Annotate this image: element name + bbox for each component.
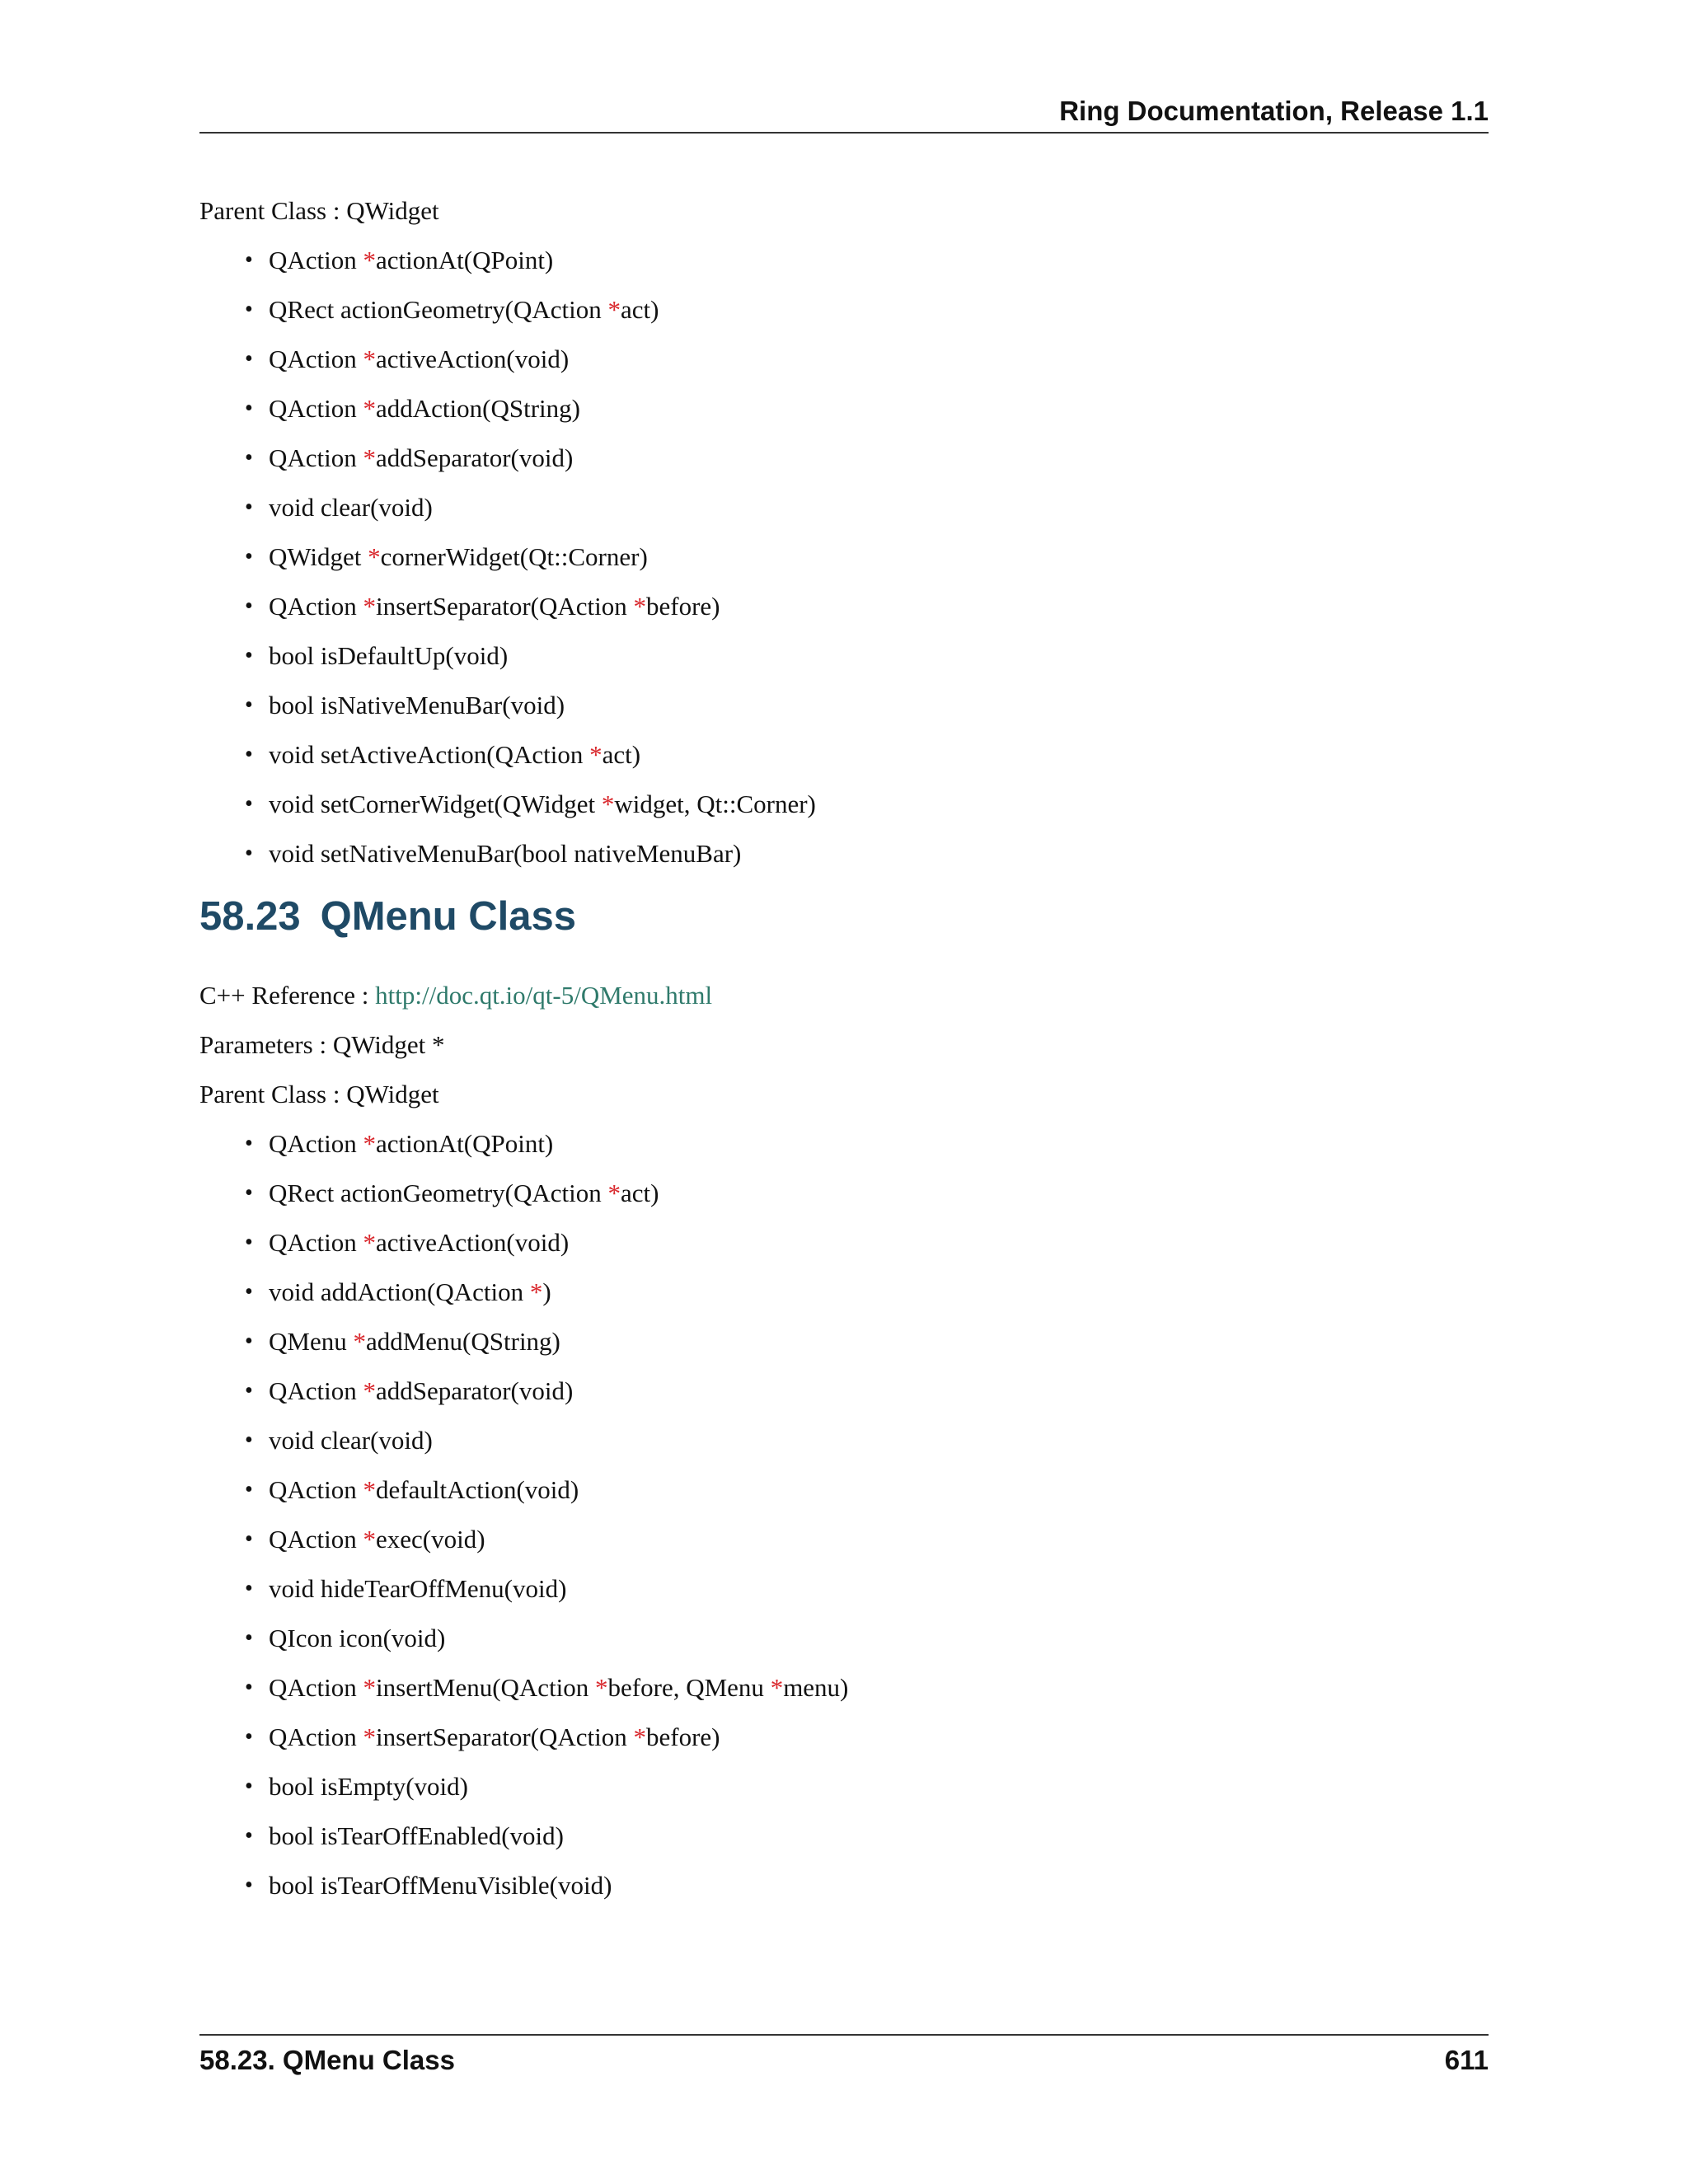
bullet-icon: • <box>245 1477 253 1502</box>
bullet-icon: • <box>245 1526 253 1552</box>
method-item <box>199 394 1489 424</box>
qmenu-method-list <box>199 1129 1489 1900</box>
method-text: activeAction(void) <box>376 344 570 373</box>
method-text: insertMenu(QAction <box>376 1673 596 1702</box>
pointer-star: * <box>607 1179 621 1207</box>
bullet-icon: • <box>245 1427 253 1453</box>
pointer-star: * <box>363 1475 377 1504</box>
bullet-icon: • <box>245 1872 253 1898</box>
bullet-icon: • <box>245 445 253 471</box>
method-text: cornerWidget(Qt::Corner) <box>380 542 648 571</box>
method-item <box>199 1574 1489 1604</box>
bullet-icon: • <box>245 791 253 817</box>
bullet-icon: • <box>245 494 253 520</box>
method-text: act) <box>620 295 659 324</box>
method-text: exec(void) <box>376 1525 485 1554</box>
pointer-star: * <box>363 1228 377 1257</box>
method-text: QAction <box>269 394 363 423</box>
method-item <box>199 1525 1489 1554</box>
reference-label: C++ Reference : <box>199 981 376 1010</box>
pointer-star: * <box>363 1722 377 1751</box>
method-text: insertSeparator(QAction <box>376 592 634 621</box>
qmenubar-parent-class: Parent Class : QWidget <box>199 196 439 225</box>
bullet-icon: • <box>245 1576 253 1601</box>
qmenu-parent-class: Parent Class : QWidget <box>199 1080 439 1108</box>
method-text: addMenu(QString) <box>365 1327 560 1356</box>
method-text: QAction <box>269 1129 363 1158</box>
method-text: QAction <box>269 592 363 621</box>
method-item <box>199 295 1489 325</box>
pointer-star: * <box>363 344 377 373</box>
pointer-star: * <box>363 443 377 472</box>
method-item <box>199 1179 1489 1208</box>
method-item <box>199 1673 1489 1703</box>
qmenu-parameters: Parameters : QWidget * <box>199 1030 445 1059</box>
method-item <box>199 1228 1489 1258</box>
pointer-star: * <box>633 592 646 621</box>
pointer-star: * <box>353 1327 366 1356</box>
pointer-star: * <box>633 1722 646 1751</box>
section-title: QMenu Class <box>320 894 577 939</box>
method-text: bool isDefaultUp(void) <box>269 641 509 670</box>
bullet-icon: • <box>245 1131 253 1156</box>
method-text: QAction <box>269 246 363 274</box>
method-text: addSeparator(void) <box>376 1376 574 1405</box>
method-item <box>199 790 1489 819</box>
method-text: before) <box>646 592 720 621</box>
method-text: activeAction(void) <box>376 1228 570 1257</box>
pointer-star: * <box>363 592 377 621</box>
method-text: actionAt(QPoint) <box>376 246 554 274</box>
method-text: ) <box>542 1277 551 1306</box>
method-text: QMenu <box>269 1327 354 1356</box>
pointer-star: * <box>363 1376 377 1405</box>
method-text: QAction <box>269 1722 363 1751</box>
bullet-icon: • <box>245 1675 253 1700</box>
method-item <box>199 691 1489 720</box>
bullet-icon: • <box>245 643 253 668</box>
method-text: QAction <box>269 1376 363 1405</box>
page-content <box>199 196 1489 1920</box>
section-number: 58.23 <box>199 894 301 939</box>
page-header <box>199 91 1489 134</box>
header-title: Ring Documentation, Release 1.1 <box>1059 96 1489 126</box>
method-text: before, QMenu <box>607 1673 771 1702</box>
method-text: QIcon icon(void) <box>269 1624 446 1652</box>
bullet-icon: • <box>245 1724 253 1750</box>
bullet-icon: • <box>245 1279 253 1305</box>
pointer-star: * <box>363 1673 377 1702</box>
method-text: QAction <box>269 1475 363 1504</box>
method-item <box>199 542 1489 572</box>
method-text: defaultAction(void) <box>376 1475 579 1504</box>
method-item <box>199 740 1489 770</box>
section-heading-qmenu <box>199 892 1489 941</box>
bullet-icon: • <box>245 297 253 322</box>
method-text: bool isTearOffMenuVisible(void) <box>269 1871 612 1900</box>
method-text: void clear(void) <box>269 1426 433 1455</box>
document-page <box>199 0 1489 2184</box>
method-text: QAction <box>269 344 363 373</box>
pointer-star: * <box>363 1129 377 1158</box>
method-text: QAction <box>269 1525 363 1554</box>
bullet-icon: • <box>245 1230 253 1255</box>
bullet-icon: • <box>245 1625 253 1651</box>
method-text: void clear(void) <box>269 493 433 522</box>
method-item <box>199 344 1489 374</box>
pointer-star: * <box>363 246 377 274</box>
page-footer <box>199 2034 1489 2085</box>
method-text: before) <box>646 1722 720 1751</box>
method-item <box>199 839 1489 869</box>
method-text: QRect actionGeometry(QAction <box>269 295 608 324</box>
bullet-icon: • <box>245 593 253 619</box>
method-text: menu) <box>783 1673 849 1702</box>
footer-section: 58.23. QMenu Class <box>199 2045 455 2075</box>
bullet-icon: • <box>245 841 253 866</box>
bullet-icon: • <box>245 544 253 569</box>
method-item <box>199 246 1489 275</box>
method-text: bool isNativeMenuBar(void) <box>269 691 565 719</box>
pointer-star: * <box>770 1673 784 1702</box>
method-item <box>199 1129 1489 1159</box>
bullet-icon: • <box>245 1823 253 1849</box>
bullet-icon: • <box>245 1180 253 1206</box>
method-item <box>199 493 1489 523</box>
method-text: QWidget <box>269 542 368 571</box>
method-text: act) <box>602 740 641 769</box>
method-text: insertSeparator(QAction <box>376 1722 634 1751</box>
bullet-icon: • <box>245 396 253 421</box>
method-text: QAction <box>269 443 363 472</box>
method-item <box>199 1327 1489 1357</box>
pointer-star: * <box>529 1277 543 1306</box>
method-item <box>199 1772 1489 1802</box>
qmenubar-method-list <box>199 246 1489 869</box>
method-text: void setCornerWidget(QWidget <box>269 790 602 818</box>
method-text: widget, Qt::Corner) <box>614 790 816 818</box>
method-item <box>199 1277 1489 1307</box>
method-text: void setActiveAction(QAction <box>269 740 590 769</box>
footer-page-number: 611 <box>1444 2045 1489 2075</box>
method-text: addSeparator(void) <box>376 443 574 472</box>
bullet-icon: • <box>245 247 253 273</box>
pointer-star: * <box>368 542 381 571</box>
pointer-star: * <box>363 1525 377 1554</box>
bullet-icon: • <box>245 742 253 767</box>
bullet-icon: • <box>245 1774 253 1799</box>
bullet-icon: • <box>245 1329 253 1354</box>
bullet-icon: • <box>245 1378 253 1404</box>
method-item <box>199 1821 1489 1851</box>
pointer-star: * <box>607 295 621 324</box>
method-text: void hideTearOffMenu(void) <box>269 1574 567 1603</box>
method-text: act) <box>620 1179 659 1207</box>
pointer-star: * <box>363 394 377 423</box>
bullet-icon: • <box>245 692 253 718</box>
method-text: bool isEmpty(void) <box>269 1772 468 1801</box>
method-text: QAction <box>269 1673 363 1702</box>
method-text: void setNativeMenuBar(bool nativeMenuBar) <box>269 839 742 868</box>
method-text: actionAt(QPoint) <box>376 1129 554 1158</box>
method-item <box>199 443 1489 473</box>
method-item <box>199 1426 1489 1455</box>
qmenu-reference <box>199 981 1489 1010</box>
pointer-star: * <box>589 740 603 769</box>
method-item <box>199 1475 1489 1505</box>
method-item <box>199 1722 1489 1752</box>
method-text: QRect actionGeometry(QAction <box>269 1179 608 1207</box>
reference-link[interactable]: http://doc.qt.io/qt-5/QMenu.html <box>375 981 713 1010</box>
method-item <box>199 1376 1489 1406</box>
pointer-star: * <box>595 1673 608 1702</box>
method-item <box>199 592 1489 621</box>
method-text: addAction(QString) <box>376 394 580 423</box>
method-text: void addAction(QAction <box>269 1277 530 1306</box>
method-item <box>199 1624 1489 1653</box>
method-text: QAction <box>269 1228 363 1257</box>
bullet-icon: • <box>245 346 253 372</box>
pointer-star: * <box>601 790 615 818</box>
method-item <box>199 1871 1489 1900</box>
method-item <box>199 641 1489 671</box>
method-text: bool isTearOffEnabled(void) <box>269 1821 564 1850</box>
